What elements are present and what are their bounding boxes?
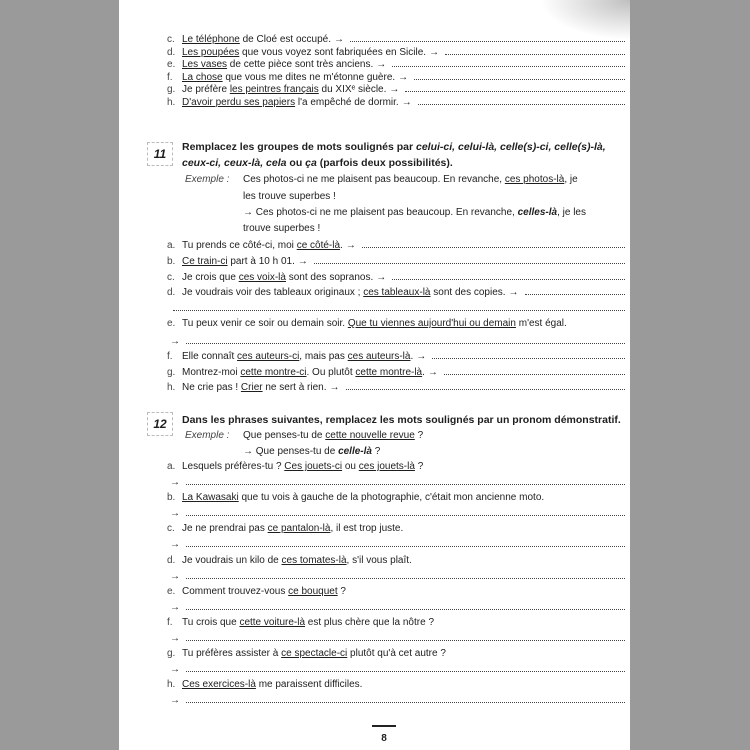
sentence-text: celles-là — [517, 207, 558, 218]
arrow-icon: → — [170, 539, 180, 550]
sentence-text: ou — [286, 157, 306, 169]
item-letter: b. — [167, 256, 176, 267]
underlined-phrase: Ce train-ci — [182, 256, 228, 267]
sentence-text: que tu vois à gauche de la photographie, c'était mon ancienne moto. — [238, 492, 545, 503]
exercise-item — [167, 648, 625, 660]
item-letter: f. — [167, 351, 173, 362]
exercise-item — [167, 492, 625, 504]
item-letter: a. — [167, 461, 176, 472]
item-letter: c. — [167, 272, 175, 283]
sentence-text: Je voudrais un kilo de — [182, 555, 282, 566]
underlined-phrase: Crier — [240, 382, 263, 393]
sentence-text: ? — [371, 446, 381, 457]
underlined-phrase: La Kawasaki — [182, 492, 239, 503]
underlined-phrase: Les poupées — [182, 47, 240, 58]
exercise-item — [167, 617, 625, 629]
underlined-phrase: ce spectacle-ci — [281, 648, 348, 659]
sentence-text: , il est trop juste. — [330, 523, 404, 534]
sentence-text: sont des sopranos. — [285, 272, 374, 283]
sentence-text: Je ne prendrai pas — [182, 523, 268, 534]
answer-line — [186, 663, 625, 672]
sentence-text: Remplacez les groupes de mots soulignés par — [182, 141, 416, 153]
exercise-item — [167, 271, 625, 284]
item-letter: d. — [167, 47, 176, 58]
item-letter: e. — [167, 318, 176, 329]
sentence-text: ça — [305, 157, 317, 169]
sentence-text: les trouve superbes ! — [243, 191, 336, 202]
item-letter: d. — [167, 555, 176, 566]
item-letter: h. — [167, 382, 176, 393]
underlined-phrase: ces tomates-là — [281, 555, 347, 566]
answer-line — [444, 366, 625, 375]
sentence-text: . Ou plutôt — [306, 367, 356, 378]
arrow-icon: → — [170, 508, 180, 519]
underlined-phrase: D'avoir perdu ses papiers — [182, 97, 296, 108]
arrow-icon: → — [427, 367, 438, 378]
item-letter: c. — [167, 34, 175, 45]
underlined-phrase: ces tableaux-là — [363, 287, 431, 298]
answer-row — [167, 663, 625, 676]
sentence-text: , je — [564, 174, 578, 185]
sentence-text: Je préfère — [182, 84, 230, 95]
arrow-icon: → — [170, 633, 180, 644]
example-label: Exemple : — [185, 430, 230, 441]
answer-line — [392, 271, 625, 280]
arrow-icon: → — [345, 240, 356, 251]
sentence-text: trouve superbes ! — [243, 223, 321, 234]
answer-row — [167, 601, 625, 614]
sentence-text: ceux-ci, ceux-là, cela — [182, 157, 287, 169]
item-letter: c. — [167, 523, 175, 534]
arrow-icon: → — [170, 602, 180, 613]
sentence-text: part à 10 h 01. — [227, 256, 295, 267]
sentence-text: que vous voyez sont fabriquées en Sicile. — [239, 47, 427, 58]
answer-line — [525, 286, 625, 295]
exercise-item — [167, 523, 625, 535]
item-letter: e. — [167, 59, 176, 70]
arrow-icon: → — [416, 351, 427, 362]
item-letter: b. — [167, 492, 176, 503]
sentence-text: du XIXᵉ siècle. — [318, 84, 387, 95]
sentence-text: Je crois que — [182, 272, 239, 283]
sentence-text: (parfois deux possibilités). — [316, 157, 453, 169]
exercise-item — [167, 96, 625, 109]
underlined-phrase: cette montre-ci — [240, 367, 307, 378]
answer-line — [186, 538, 625, 547]
sentence-text: . — [340, 240, 343, 251]
sentence-text: , s'il vous plaît. — [346, 555, 412, 566]
example-line — [185, 446, 625, 458]
answer-line — [414, 71, 625, 80]
sentence-text: Ne crie pas ! — [182, 382, 241, 393]
answer-row — [167, 570, 625, 583]
sentence-text: Tu crois que — [182, 617, 240, 628]
sentence-text: Ces photos-ci ne me plaisent pas beaucoup. En revanche, — [243, 174, 505, 185]
sentence-text: Montrez-moi — [182, 367, 241, 378]
answer-line — [445, 46, 625, 55]
page-number: 8 — [381, 733, 387, 744]
answer-row — [167, 476, 625, 489]
underlined-phrase: ces voix-là — [238, 272, 286, 283]
arrow-icon: → — [170, 664, 180, 675]
sentence-text: , je les — [557, 207, 586, 218]
exercise-item — [167, 239, 625, 252]
answer-row — [167, 507, 625, 520]
arrow-icon: → — [170, 695, 180, 706]
sentence-text: ? — [337, 586, 346, 597]
item-letter: d. — [167, 287, 176, 298]
underlined-phrase: Les vases — [182, 59, 228, 70]
underlined-phrase: les peintres français — [229, 84, 319, 95]
answer-row — [167, 335, 625, 348]
answer-row — [167, 302, 625, 311]
exercise-item — [167, 381, 625, 394]
arrow-icon: → — [297, 256, 308, 267]
sentence-text: est plus chère que la nôtre ? — [305, 617, 435, 628]
underlined-phrase: Que tu viennes aujourd'hui ou demain — [347, 318, 516, 329]
answer-line — [186, 476, 625, 485]
answer-line — [432, 350, 625, 359]
sentence-text: , mais pas — [299, 351, 348, 362]
exercise-item — [167, 58, 625, 71]
answer-line — [186, 601, 625, 610]
exercise-item — [167, 255, 625, 268]
answer-row — [167, 694, 625, 707]
sentence-text: celui-ci, celui-là, celle(s)-ci, celle(s)-là, — [415, 141, 606, 153]
exercise-item — [167, 679, 625, 691]
arrow-icon: → — [376, 272, 387, 283]
page-number-rule — [372, 725, 396, 727]
exercise-item — [167, 83, 625, 96]
example-label: Exemple : — [185, 174, 230, 185]
exercise-instruction — [182, 157, 625, 169]
sentence-text: l'a empêché de dormir. — [295, 97, 399, 108]
sentence-text: Tu prends ce côté-ci, moi — [182, 240, 297, 251]
underlined-phrase: Ces exercices-là — [182, 679, 256, 690]
arrow-icon: → — [401, 97, 412, 108]
underlined-phrase: ce bouquet — [288, 586, 338, 597]
underlined-phrase: ce côté-là — [296, 240, 341, 251]
arrow-icon: → — [329, 382, 340, 393]
sentence-text: Comment trouvez-vous — [182, 586, 289, 597]
sentence-text: . — [410, 351, 414, 362]
example-line — [185, 174, 625, 186]
exercise-item — [167, 33, 625, 46]
exercise-item — [167, 555, 625, 567]
underlined-phrase: ces photos-là — [504, 174, 565, 185]
answer-line — [362, 239, 625, 248]
item-letter: f. — [167, 617, 173, 628]
answer-line — [346, 381, 625, 390]
sentence-text: ne sert à rien. — [262, 382, 327, 393]
answer-row — [167, 632, 625, 645]
answer-line — [186, 335, 625, 344]
arrow-icon: → — [334, 34, 345, 45]
sentence-text: de Cloé est occupé. — [239, 34, 332, 45]
answer-line — [314, 255, 625, 264]
sentence-text: sont des copies. — [430, 287, 506, 298]
underlined-phrase: ces jouets-là — [358, 461, 415, 472]
answer-line — [186, 694, 625, 703]
answer-row — [167, 538, 625, 551]
arrow-icon: → — [508, 287, 519, 298]
sentence-text: Tu peux venir ce soir ou demain soir. — [182, 318, 348, 329]
sentence-text: de cette pièce sont très anciens. — [227, 59, 374, 70]
exercise-item — [167, 286, 625, 299]
underlined-phrase: Ces jouets-ci — [284, 461, 343, 472]
exercise-instruction — [182, 414, 625, 426]
arrow-icon: → — [389, 84, 400, 95]
underlined-phrase: ces auteurs-ci — [237, 351, 300, 362]
sentence-text: ? — [414, 461, 424, 472]
exercise-instruction — [182, 141, 625, 153]
item-letter: g. — [167, 84, 176, 95]
item-letter: e. — [167, 586, 176, 597]
item-letter: f. — [167, 72, 173, 83]
item-letter: a. — [167, 240, 176, 251]
sentence-text: me paraissent difficiles. — [255, 679, 363, 690]
sentence-text: ou — [342, 461, 359, 472]
answer-line — [186, 507, 625, 516]
answer-line — [392, 58, 625, 67]
sentence-text: que vous me dites ne m'étonne guère. — [222, 72, 396, 83]
item-letter: h. — [167, 679, 176, 690]
arrow-icon: → — [170, 571, 180, 582]
example-line — [185, 430, 625, 442]
answer-line — [405, 83, 625, 92]
answer-line — [350, 33, 625, 42]
exercise-item — [167, 350, 625, 363]
answer-line — [173, 302, 625, 311]
exercise-item — [167, 318, 625, 330]
exercise-item — [167, 586, 625, 598]
sentence-text: Dans les phrases suivantes, remplacez les mots soulignés par un pronom démonstratif. — [182, 414, 621, 426]
sentence-text: m'est égal. — [515, 318, 567, 329]
item-letter: h. — [167, 97, 176, 108]
arrow-icon: → — [170, 336, 180, 347]
underlined-phrase: ce pantalon-là — [267, 523, 331, 534]
arrow-icon: → — [170, 477, 180, 488]
sentence-text: plutôt qu'à cet autre ? — [347, 648, 446, 659]
sentence-text: celle-là — [338, 446, 372, 457]
exercise-number: 12 — [147, 412, 173, 436]
exercise-item — [167, 461, 625, 473]
underlined-phrase: cette montre-là — [355, 367, 423, 378]
exercise-number: 11 — [147, 142, 173, 166]
sentence-text: Elle connaît — [182, 351, 238, 362]
sentence-text: Je voudrais voir des tableaux originaux ; — [182, 287, 364, 298]
arrow-icon: → — [429, 47, 440, 58]
underlined-phrase: La chose — [182, 72, 223, 83]
item-letter: g. — [167, 648, 176, 659]
arrow-icon: → — [376, 59, 387, 70]
sentence-text: Lesquels préfères-tu ? — [182, 461, 285, 472]
answer-line — [186, 632, 625, 641]
sentence-text: . — [422, 367, 425, 378]
example-line — [185, 191, 625, 203]
sentence-text: → Ces photos-ci ne me plaisent pas beaucoup. En revanche, — [243, 207, 518, 218]
underlined-phrase: Le téléphone — [182, 34, 240, 45]
underlined-phrase: cette nouvelle revue — [325, 430, 415, 441]
answer-line — [418, 96, 625, 105]
sentence-text: → Que penses-tu de — [243, 446, 339, 457]
sentence-text: Que penses-tu de — [243, 430, 326, 441]
exercise-item — [167, 366, 625, 379]
example-line — [185, 223, 625, 235]
underlined-phrase: ces auteurs-là — [347, 351, 411, 362]
underlined-phrase: cette voiture-là — [239, 617, 306, 628]
item-letter: g. — [167, 367, 176, 378]
sentence-text: ? — [414, 430, 424, 441]
example-line — [185, 207, 625, 219]
sentence-text: Tu préfères assister à — [182, 648, 282, 659]
arrow-icon: → — [398, 72, 409, 83]
workbook-page — [119, 0, 630, 750]
answer-line — [186, 570, 625, 579]
